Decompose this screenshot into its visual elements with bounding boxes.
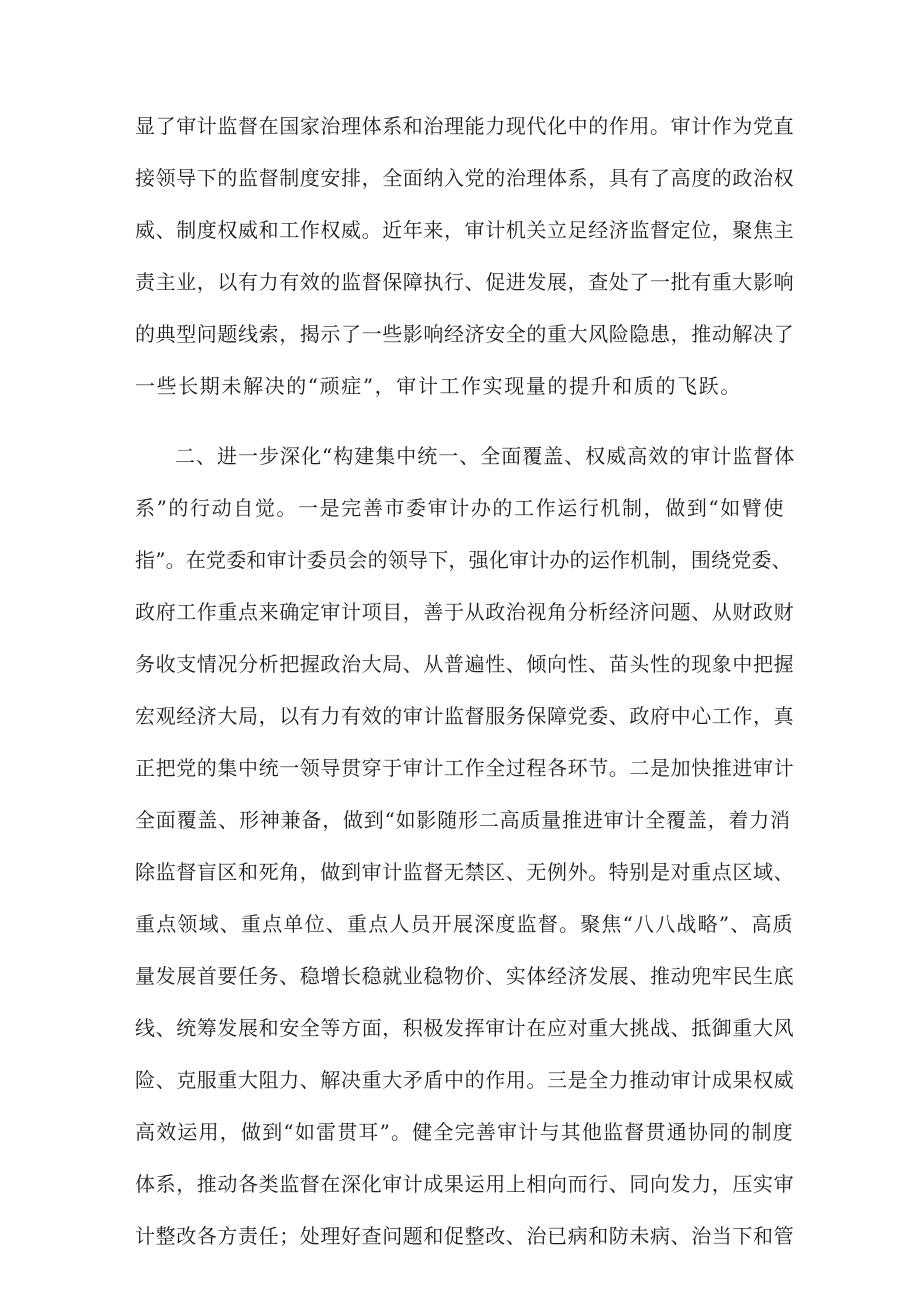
paragraph-1-line-4: 责主业，以有力有效的监督保障执行、促进发展，查处了一批有重大影响 [135, 270, 795, 294]
paragraph-2-line-6: 宏观经济大局，以有力有效的审计监督服务保障党委、政府中心工作，真 [135, 704, 795, 728]
paragraph-2-line-15: 体系，推动各类监督在深化审计成果运用上相向而行、同向发力，压实审 [135, 1172, 795, 1196]
paragraph-1-line-6: 一些长期未解决的“顽症”，审计工作实现量的提升和质的飞跃。 [135, 374, 742, 398]
paragraph-1-line-3: 威、制度权威和工作权威。近年来，审计机关立足经济监督定位，聚焦主 [135, 218, 795, 242]
paragraph-2-line-13: 险、克服重大阻力、解决重大矛盾中的作用。三是全力推动审计成果权威 [135, 1068, 795, 1092]
paragraph-2-line-7: 正把党的集中统一领导贯穿于审计工作全过程各环节。二是加快推进审计 [135, 756, 795, 780]
paragraph-2-line-3: 指”。在党委和审计委员会的领导下，强化审计办的运作机制，围绕党委、 [135, 548, 792, 572]
paragraph-2-line-5: 务收支情况分析把握政治大局、从普遍性、倾向性、苗头性的现象中把握 [135, 652, 795, 676]
paragraph-2-line-8: 全面覆盖、形神兼备，做到“如影随形二高质量推进审计全覆盖，着力消 [135, 808, 791, 832]
paragraph-2-line-1: 二、进一步深化“构建集中统一、全面覆盖、权威高效的审计监督体 [175, 444, 796, 468]
paragraph-2-line-2: 系”的行动自觉。一是完善市委审计办的工作运行机制，做到“如臂使 [135, 496, 786, 520]
paragraph-2-line-4: 政府工作重点来确定审计项目，善于从政治视角分析经济问题、从财政财 [135, 600, 795, 624]
paragraph-1-line-2: 接领导下的监督制度安排，全面纳入党的治理体系，具有了高度的政治权 [135, 166, 795, 190]
paragraph-1-line-1: 显了审计监督在国家治理体系和治理能力现代化中的作用。审计作为党直 [135, 114, 795, 138]
paragraph-1-line-5: 的典型问题线索，揭示了一些影响经济安全的重大风险隐患，推动解决了 [135, 322, 795, 346]
paragraph-2-line-9: 除监督盲区和死角，做到审计监督无禁区、无例外。特别是对重点区域、 [135, 860, 795, 884]
paragraph-2-line-10: 重点领域、重点单位、重点人员开展深度监督。聚焦“八八战略”、高质 [135, 912, 794, 936]
paragraph-2-line-16: 计整改各方责任；处理好查问题和促整改、治已病和防未病、治当下和管 [135, 1224, 795, 1248]
paragraph-2-line-14: 高效运用，做到“如雷贯耳”。健全完善审计与其他监督贯通协同的制度 [135, 1120, 794, 1144]
paragraph-2-line-11: 量发展首要任务、稳增长稳就业稳物价、实体经济发展、推动兜牢民生底 [135, 964, 795, 988]
paragraph-2-line-12: 线、统筹发展和安全等方面，积极发挥审计在应对重大挑战、抵御重大风 [135, 1016, 795, 1040]
